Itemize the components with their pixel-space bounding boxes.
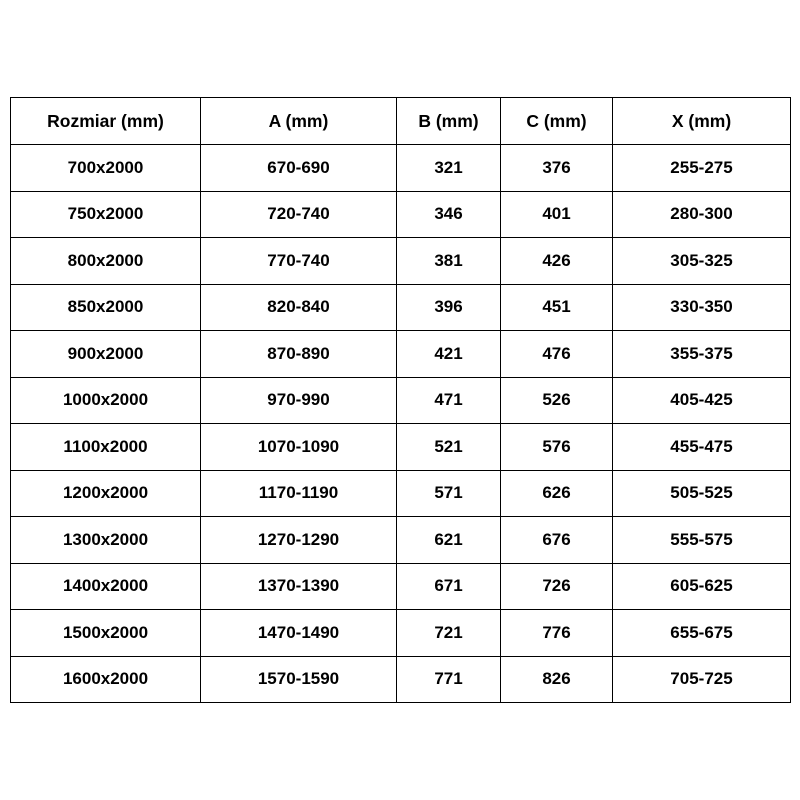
cell-x: 280-300 <box>613 191 791 238</box>
size-table <box>10 97 791 703</box>
cell-a: 820-840 <box>201 284 397 331</box>
cell-c: 726 <box>501 563 613 610</box>
cell-a: 1470-1490 <box>201 610 397 657</box>
cell-c: 676 <box>501 517 613 564</box>
cell-c: 776 <box>501 610 613 657</box>
table-body <box>11 145 791 703</box>
cell-b: 671 <box>397 563 501 610</box>
cell-c: 526 <box>501 377 613 424</box>
column-header-rozmiar: Rozmiar (mm) <box>11 98 201 145</box>
cell-b: 571 <box>397 470 501 517</box>
cell-rozmiar: 1300x2000 <box>11 517 201 564</box>
cell-b: 771 <box>397 656 501 703</box>
cell-a: 870-890 <box>201 331 397 378</box>
cell-rozmiar: 1200x2000 <box>11 470 201 517</box>
column-header-x: X (mm) <box>613 98 791 145</box>
table-row <box>11 238 791 285</box>
cell-c: 451 <box>501 284 613 331</box>
cell-a: 1370-1390 <box>201 563 397 610</box>
table-row <box>11 610 791 657</box>
cell-c: 626 <box>501 470 613 517</box>
cell-x: 655-675 <box>613 610 791 657</box>
column-header-a: A (mm) <box>201 98 397 145</box>
table-row <box>11 424 791 471</box>
table-row <box>11 377 791 424</box>
table-row <box>11 331 791 378</box>
cell-a: 1270-1290 <box>201 517 397 564</box>
cell-c: 826 <box>501 656 613 703</box>
cell-x: 455-475 <box>613 424 791 471</box>
cell-x: 705-725 <box>613 656 791 703</box>
table-row <box>11 563 791 610</box>
cell-x: 330-350 <box>613 284 791 331</box>
table-row <box>11 470 791 517</box>
cell-a: 670-690 <box>201 145 397 192</box>
cell-a: 970-990 <box>201 377 397 424</box>
cell-b: 396 <box>397 284 501 331</box>
cell-c: 426 <box>501 238 613 285</box>
cell-b: 421 <box>397 331 501 378</box>
cell-rozmiar: 850x2000 <box>11 284 201 331</box>
cell-b: 721 <box>397 610 501 657</box>
cell-rozmiar: 1500x2000 <box>11 610 201 657</box>
cell-rozmiar: 800x2000 <box>11 238 201 285</box>
cell-b: 346 <box>397 191 501 238</box>
cell-c: 576 <box>501 424 613 471</box>
cell-x: 505-525 <box>613 470 791 517</box>
column-header-b: B (mm) <box>397 98 501 145</box>
cell-x: 305-325 <box>613 238 791 285</box>
cell-c: 376 <box>501 145 613 192</box>
cell-x: 555-575 <box>613 517 791 564</box>
cell-a: 1570-1590 <box>201 656 397 703</box>
cell-x: 355-375 <box>613 331 791 378</box>
table-row <box>11 517 791 564</box>
table-row <box>11 191 791 238</box>
cell-rozmiar: 1100x2000 <box>11 424 201 471</box>
cell-b: 621 <box>397 517 501 564</box>
cell-b: 321 <box>397 145 501 192</box>
column-header-c: C (mm) <box>501 98 613 145</box>
table-row <box>11 284 791 331</box>
cell-c: 401 <box>501 191 613 238</box>
table-header-row <box>11 98 791 145</box>
cell-a: 1170-1190 <box>201 470 397 517</box>
table-header <box>11 98 791 145</box>
cell-b: 381 <box>397 238 501 285</box>
cell-rozmiar: 900x2000 <box>11 331 201 378</box>
cell-x: 605-625 <box>613 563 791 610</box>
cell-a: 1070-1090 <box>201 424 397 471</box>
cell-b: 471 <box>397 377 501 424</box>
size-table-container <box>10 97 790 703</box>
cell-rozmiar: 750x2000 <box>11 191 201 238</box>
cell-x: 405-425 <box>613 377 791 424</box>
cell-a: 770-740 <box>201 238 397 285</box>
cell-a: 720-740 <box>201 191 397 238</box>
cell-rozmiar: 1000x2000 <box>11 377 201 424</box>
cell-c: 476 <box>501 331 613 378</box>
table-row <box>11 145 791 192</box>
cell-rozmiar: 700x2000 <box>11 145 201 192</box>
cell-b: 521 <box>397 424 501 471</box>
cell-rozmiar: 1600x2000 <box>11 656 201 703</box>
cell-rozmiar: 1400x2000 <box>11 563 201 610</box>
table-row <box>11 656 791 703</box>
cell-x: 255-275 <box>613 145 791 192</box>
